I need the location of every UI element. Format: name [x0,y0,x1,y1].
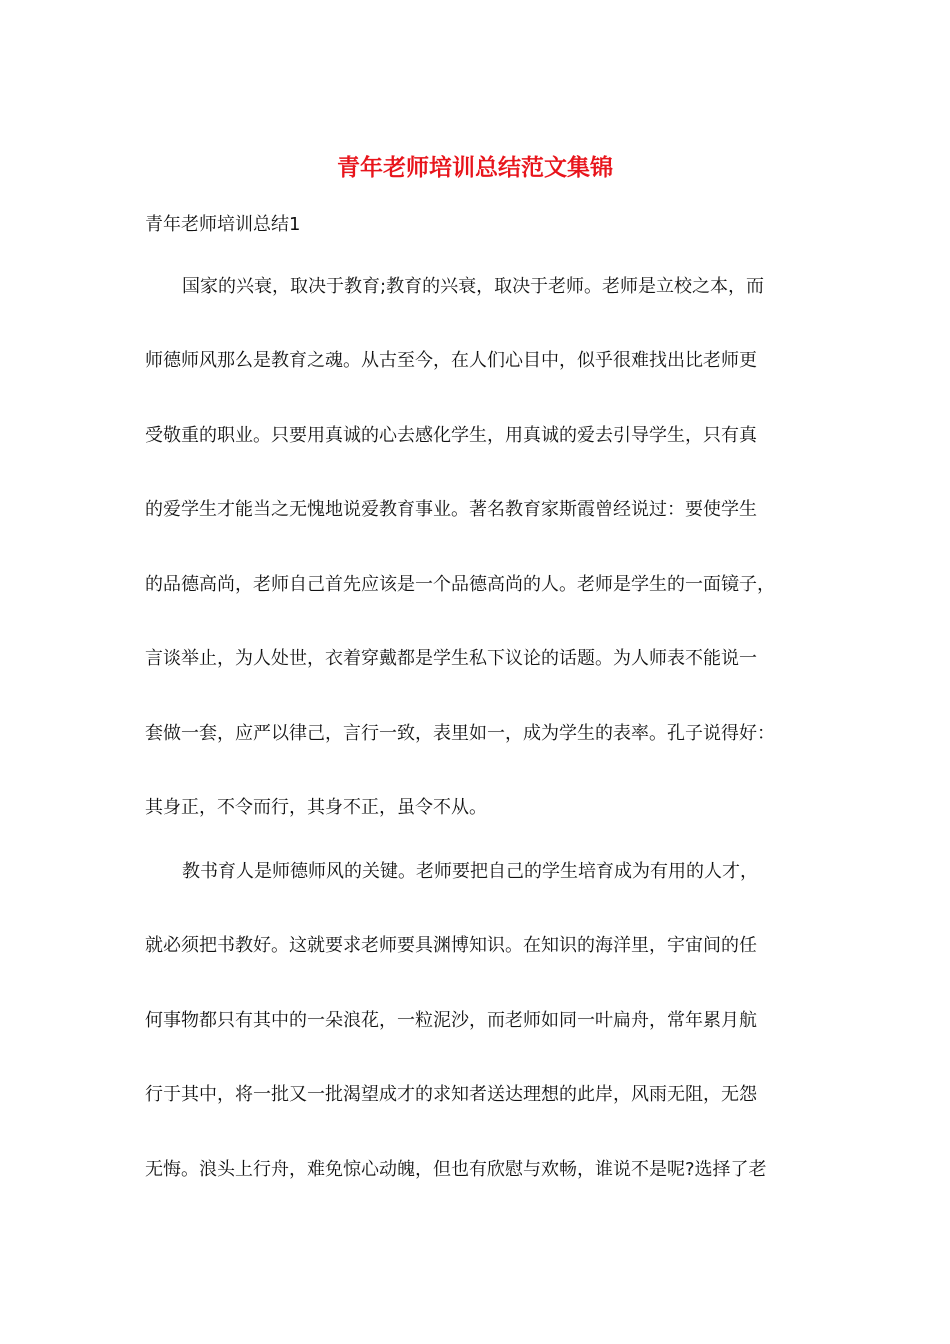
document-title: 青年老师培训总结范文集锦 [337,154,613,181]
paragraph-1-line-8: 其身正，不令而行，其身不正，虽令不从。 [145,797,487,818]
section-heading: 青年老师培训总结1 [145,214,301,235]
paragraph-1-line-3: 受敬重的职业。只要用真诚的心去感化学生，用真诚的爱去引导学生，只有真 [145,425,757,446]
paragraph-2-line-1: 教书育人是师德师风的关键。老师要把自己的学生培育成为有用的人才， [182,861,758,882]
paragraph-1-line-4: 的爱学生才能当之无愧地说爱教育事业。著名教育家斯霞曾经说过：要使学生 [145,499,757,520]
paragraph-1-line-7: 套做一套，应严以律己，言行一致，表里如一，成为学生的表率。孔子说得好： [145,723,775,744]
paragraph-2-line-3: 何事物都只有其中的一朵浪花，一粒泥沙，而老师如同一叶扁舟，常年累月航 [145,1010,757,1031]
paragraph-1-line-6: 言谈举止，为人处世，衣着穿戴都是学生私下议论的话题。为人师表不能说一 [145,648,757,669]
paragraph-2-line-5: 无悔。浪头上行舟，难免惊心动魄，但也有欣慰与欢畅，谁说不是呢?选择了老 [145,1159,767,1180]
paragraph-2-line-2: 就必须把书教好。这就要求老师要具渊博知识。在知识的海洋里，宇宙间的任 [145,935,757,956]
paragraph-1-line-2: 师德师风那么是教育之魂。从古至今，在人们心目中，似乎很难找出比老师更 [145,350,757,371]
paragraph-1-line-1: 国家的兴衰，取决于教育;教育的兴衰，取决于老师。老师是立校之本，而 [182,276,765,297]
paragraph-2-line-4: 行于其中，将一批又一批渴望成才的求知者送达理想的此岸，风雨无阻，无怨 [145,1084,757,1105]
paragraph-1-line-5: 的品德高尚，老师自己首先应该是一个品德高尚的人。老师是学生的一面镜子， [145,574,775,595]
